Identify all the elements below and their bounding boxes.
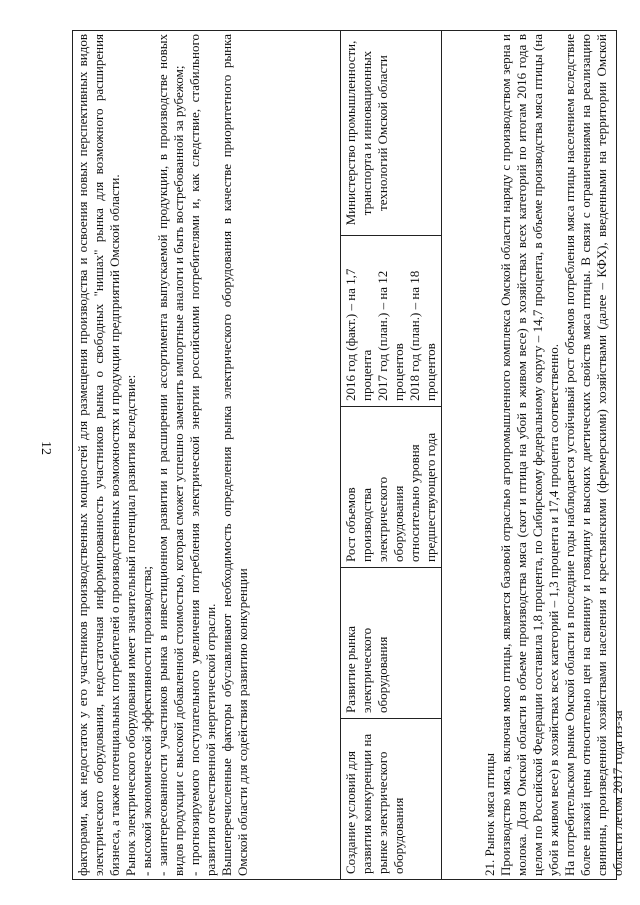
table-cell-indicator: Рост объемов производства электрического оборудования относительно уровня предшествующего года — [341, 407, 442, 568]
section-paragraph-1: Производство мяса, включая мясо птицы, является базовой отраслью агропромышленного комплекса Омской области наряду с производством зерна и молока. Доля Омской области в объеме производства мяса (скот и птица на убой в живом весе) в хозяйствах всех категорий по итогам 2016 года в целом по Российской Федерации составила 1,8 процента, по Сибирскому федеральному округу – 14,7 процента, в объеме производства мяса птицы (на убой в живом весе) в хозяйствах всех категорий – 1,3 процента и 17,4 процента соответственно. — [498, 34, 561, 876]
value-2018: 2018 год (план.) – на 18 процентов — [407, 270, 438, 401]
value-2016: 2016 год (факт.) – на 1,7 процента — [343, 268, 374, 401]
section-21 — [482, 34, 626, 876]
measures-table — [340, 30, 442, 880]
page-number: 12 — [38, 441, 53, 455]
intro-bullet-1: - высокой экономической эффективности производства; — [139, 565, 154, 876]
intro-paragraph-3: Вышеперечисленные факторы обуславливают необходимость определения рынка электрического оборудования в качестве приоритетного рынка Омской области для содействия развитию конкуренции — [219, 34, 250, 876]
table-cell-goal: Создание условий для развития конкуренции на рынке электрического оборудования — [341, 719, 442, 880]
intro-paragraph-2: Рынок электрического оборудования имеет значительный потенциал развития вследствие: — [123, 374, 138, 876]
value-2017: 2017 год (план.) – на 12 процентов — [375, 270, 406, 401]
table-cell-responsible: Министерство промышленности, транспорта и инновационных технологий Омской области — [341, 31, 442, 236]
document-content — [72, 30, 625, 880]
table-cell-measure: Развитие рынка электрического оборудования — [341, 568, 442, 719]
intro-paragraph-1: факторами, как недостаток у его участников производственных мощностей для размещения производства и освоения новых перспективных видов электрического оборудования, недостаточная информированность участников рынка о свободных "нишах" рынка для возможного расширения бизнеса, а также потенциальных потребителей о производственных возможностях и продукции предприятий Омской области. — [75, 34, 122, 876]
intro-bullet-2: - заинтересованности участников рынка в инвестиционном развитии и расширении ассортимента выпускаемой продукции, в производстве новых видов продукции с высокой добавленной стоимостью, которая сможет успешно заменить импортные аналоги и быть востребованной за рубежом; — [155, 34, 186, 876]
table-cell-values — [341, 236, 442, 407]
section-paragraph-2: На потребительском рынке Омской области в последние годы наблюдается устойчивый рост объемов потребления мяса птицы населением вследствие более низкой цены относительно цен на свинину и говядину и высоких диетических свойств мяса птицы. В связи с ограничениями на реализацию свинины, произведенной хозяйствами населения и крестьянскими (фермерскими) хозяйствами (далее – КФХ), введенными на территории Омской области летом 2017 года из-за — [562, 34, 625, 876]
intro-block — [75, 34, 251, 876]
section-heading: 21. Рынок мяса птицы — [482, 753, 497, 876]
table-row — [341, 31, 442, 880]
intro-bullet-3: - прогнозируемого поступательного увеличения потребления электрической энергии российскими потребителями и, как следствие, стабильного развития отечественной энергетической отрасли. — [187, 34, 218, 876]
